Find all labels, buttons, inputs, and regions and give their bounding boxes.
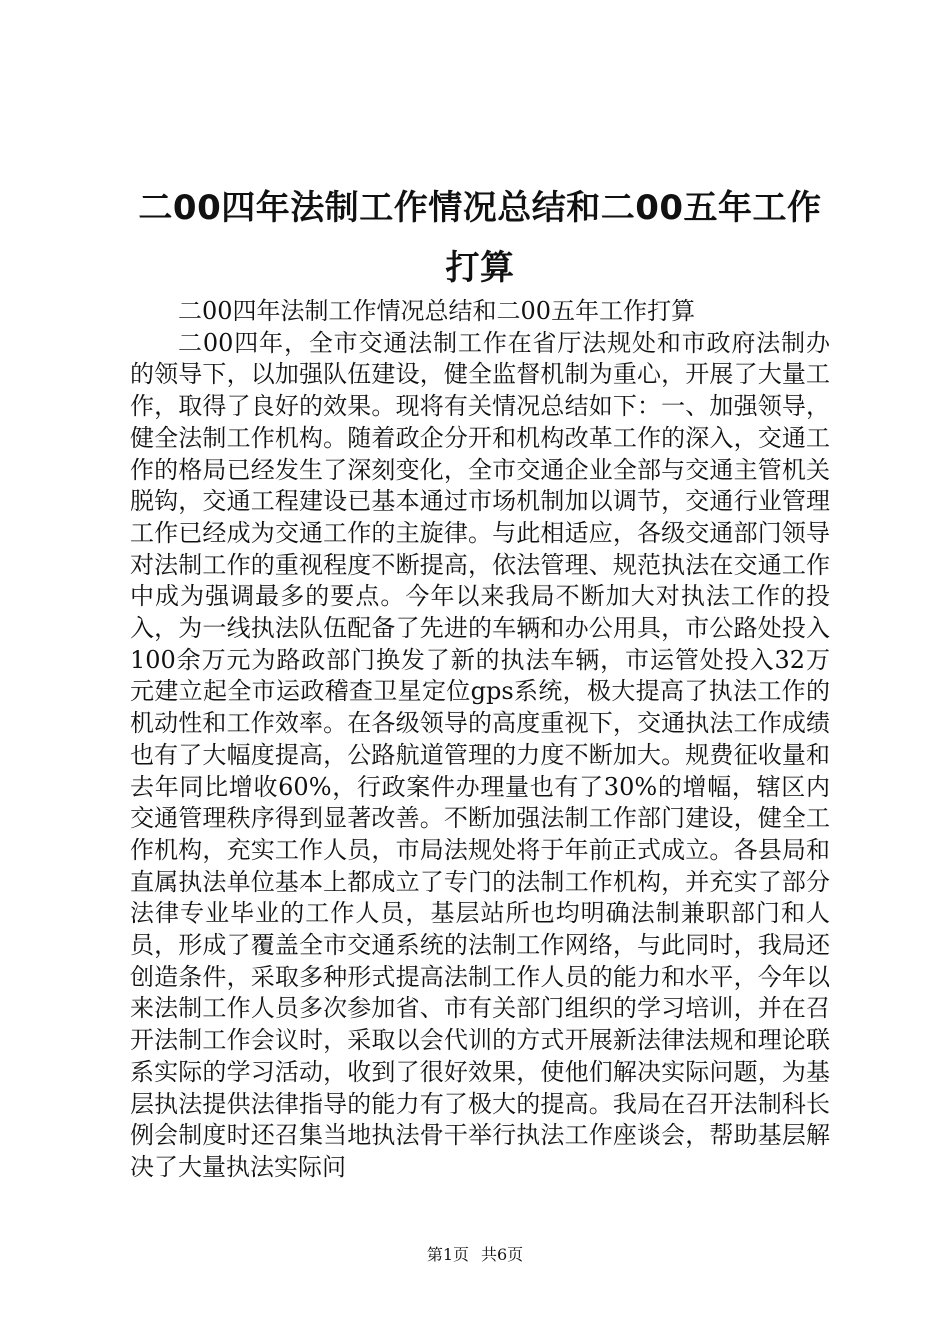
page-number: 第1页 — [426, 1245, 469, 1264]
body-paragraph: 二00四年，全市交通法制工作在省厅法规处和市政府法制办的领导下，以加强队伍建设，健全监督机制为重心，开展了大量工作，取得了良好的效果。现将有关情况总结如下：一、加强领导，健全法制工作机构。随着政企分开和机构改革工作的深入，交通工作的格局已经发生了深刻变化，全市交通企业全部与交通主管机关脱钩，交通工程建设已基本通过市场机制加以调节，交通行业管理工作已经成为交通工作的主旋律。与此相适应，各级交通部门领导对法制工作的重视程度不断提高，依法管理、规范执法在交通工作中成为强调最多的要点。今年以来我局不断加大对执法工作的投入，为一线执法队伍配备了先进的车辆和办公用具，市公路处投入100余万元为路政部门换发了新的执法车辆，市运管处投入32万元建立起全市运政稽查卫星定位gps系统，极大提高了执法工作的机动性和工作效率。在各级领导的高度重视下，交通执法工作成绩也有了大幅度提高，公路航道管理的力度不断加大。规费征收量和去年同比增收60%，行政案件办理量也有了30%的增幅，辖区内交通管理秩序得到显著改善。不断加强法制工作部门建设，健全工作机构，充实工作人员，市局法规处将于年前正式成立。各县局和直属执法单位基本上都成立了专门的法制工作机构，并充实了部分法律专业毕业的工作人员，基层站所也均明确法制兼职部门和人员，形成了覆盖全市交通系统的法制工作网络，与此同时，我局还创造条件，采取多种形式提高法制工作人员的能力和水平，今年以来法制工作人员多次参加省、市有关部门组织的学习培训，并在召开法制工作会议时，采取以会代训的方式开展新法律法规和理论联系实际的学习活动，收到了很好效果，使他们解决实际问题，为基层执法提供法律指导的能力有了极大的提高。我局在召开法制科长例会制度时还召集当地执法骨干举行执法工作座谈会，帮助基层解决了大量执法实际问 — [130, 328, 830, 1181]
page-total: 共6页 — [481, 1245, 524, 1264]
document-title: 二00四年法制工作情况总结和二00五年工作打算 — [138, 188, 822, 288]
page-footer — [0, 1244, 950, 1266]
document-body — [130, 296, 830, 1184]
document-subtitle: 二00四年法制工作情况总结和二00五年工作打算 — [178, 297, 696, 325]
